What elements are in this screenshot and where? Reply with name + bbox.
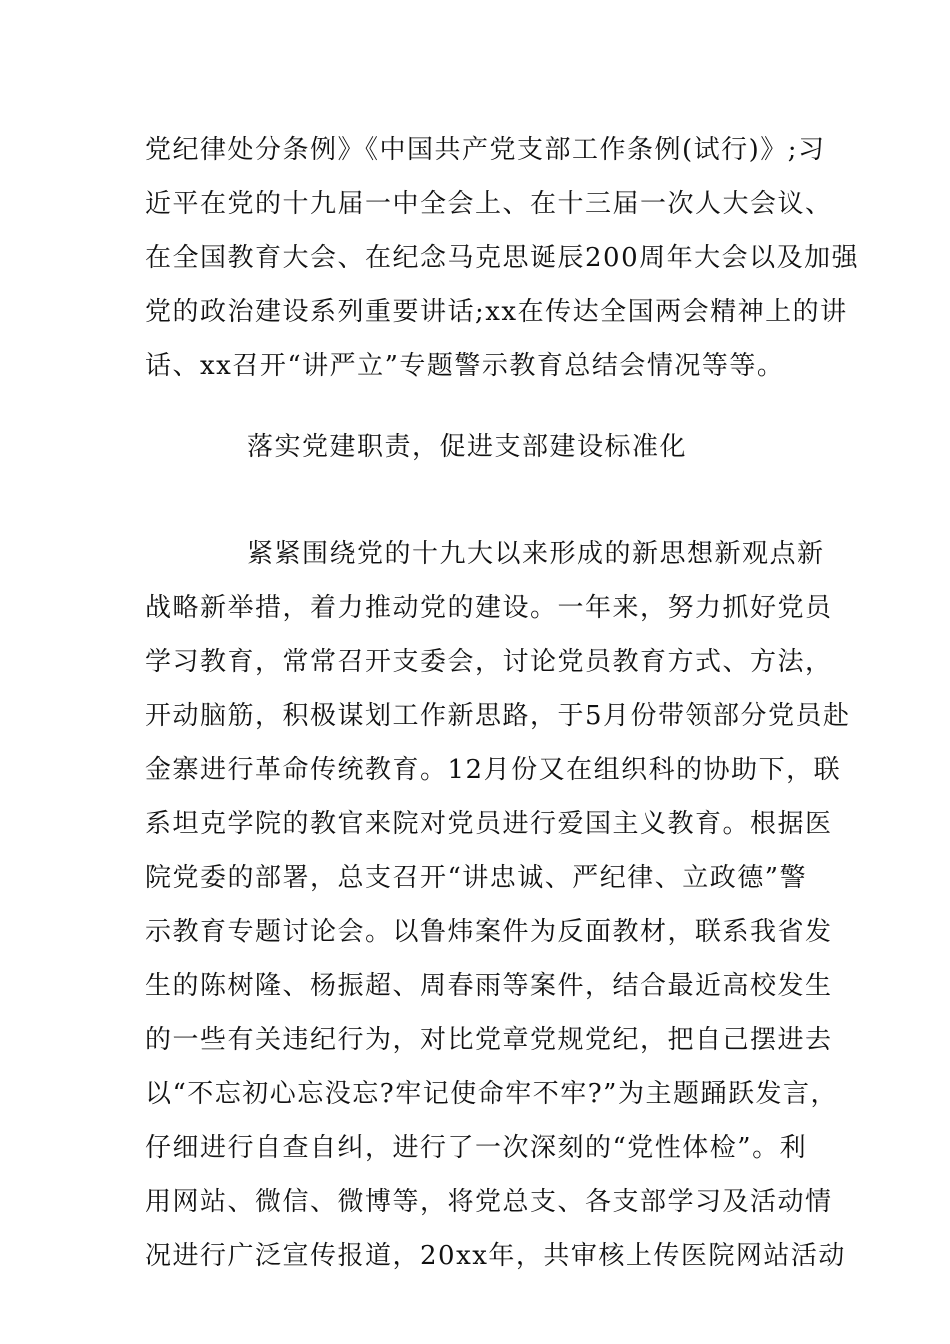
body-line-13: 用网站、微信、微博等，将党总支、各支部学习及活动情	[145, 1187, 833, 1217]
body-line-12: 仔细进行自查自纠，进行了一次深刻的“党性体检”。利	[145, 1133, 808, 1163]
body-line-3: 学习教育，常常召开支委会，讨论党员教育方式、方法，	[145, 647, 833, 677]
intro-line-5: 话、xx召开“讲严立”专题警示教育总结会情况等等。	[145, 351, 785, 381]
section-heading: 落实党建职责，促进支部建设标准化	[247, 432, 688, 462]
body-line-7: 院党委的部署，总支召开“讲忠诚、严纪律、立政德”警	[145, 863, 808, 893]
body-line-2: 战略新举措，着力推动党的建设。一年来，努力抓好党员	[145, 593, 833, 623]
body-line-11: 以“不忘初心忘没忘?牢记使命牢不牢?”为主题踊跃发言，	[145, 1079, 838, 1109]
body-line-8: 示教育专题讨论会。以鲁炜案件为反面教材，联系我省发	[145, 917, 833, 947]
body-line-14: 况进行广泛宣传报道，20xx年，共审核上传医院网站活动	[145, 1241, 846, 1271]
body-line-1: 紧紧围绕党的十九大以来形成的新思想新观点新	[247, 539, 825, 569]
body-line-4: 开动脑筋，积极谋划工作新思路，于5月份带领部分党员赴	[145, 701, 851, 731]
body-line-5: 金寨进行革命传统教育。12月份又在组织科的协助下，联	[145, 755, 842, 785]
intro-line-4: 党的政治建设系列重要讲话;xx在传达全国两会精神上的讲	[145, 297, 848, 327]
body-line-6: 系坦克学院的教官来院对党员进行爱国主义教育。根据医	[145, 809, 833, 839]
body-line-9: 生的陈树隆、杨振超、周春雨等案件，结合最近高校发生	[145, 971, 833, 1001]
body-line-10: 的一些有关违纪行为，对比党章党规党纪，把自己摆进去	[145, 1025, 833, 1055]
intro-line-1: 党纪律处分条例》《中国共产党支部工作条例(试行)》;习	[145, 135, 826, 165]
intro-line-3: 在全国教育大会、在纪念马克思诞辰200周年大会以及加强	[145, 243, 860, 273]
intro-line-2: 近平在党的十九届一中全会上、在十三届一次人大会议、	[145, 189, 833, 219]
